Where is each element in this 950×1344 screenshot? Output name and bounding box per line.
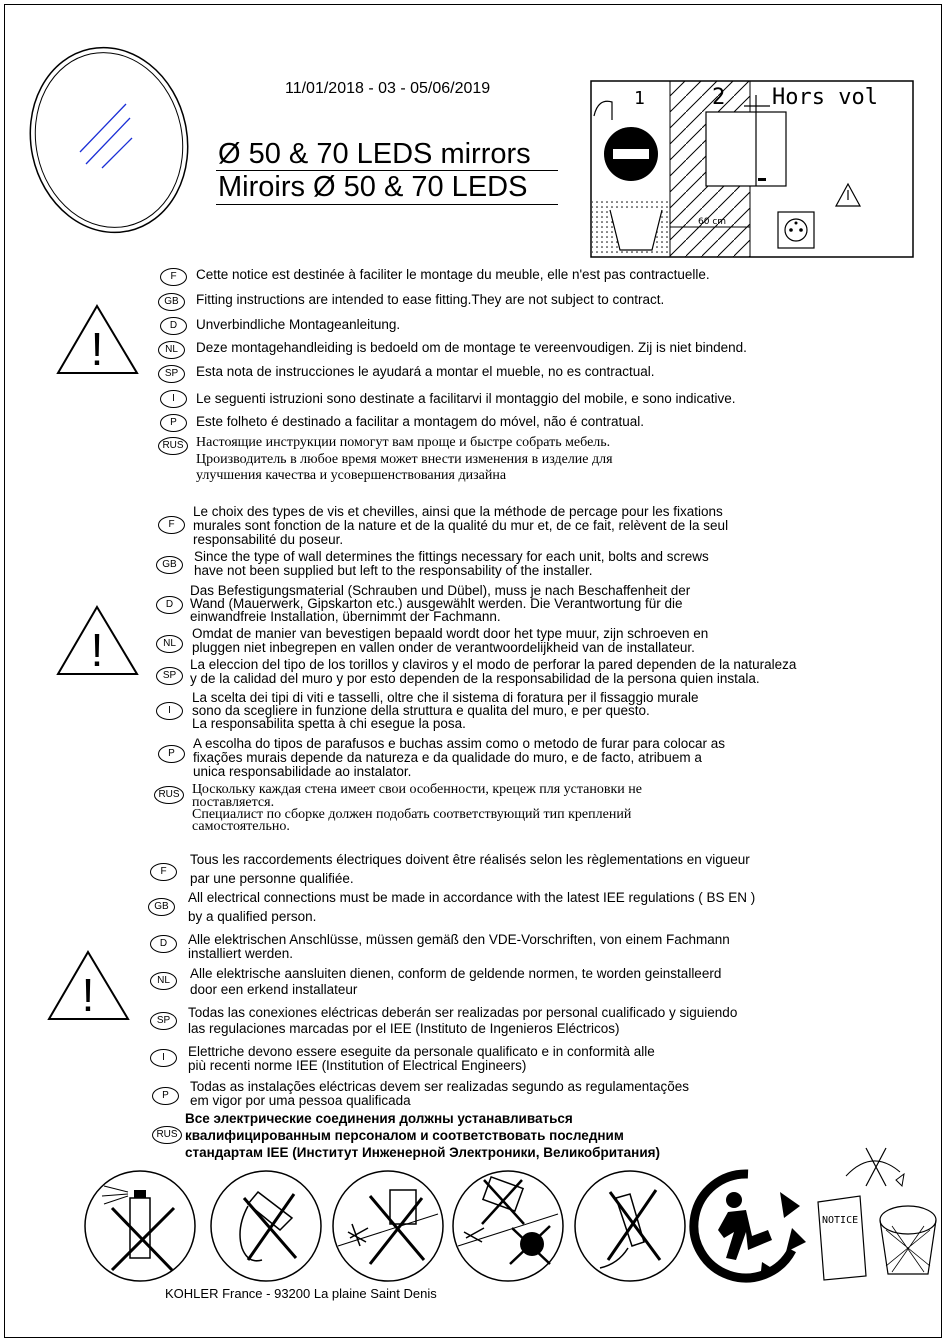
s2-text-rus-4: самостоятельно. — [192, 819, 290, 834]
s3-text-p-2: em vigor por uma pessoa qualificada — [190, 1093, 411, 1108]
s1-text-p: Este folheto é destinado a facilitar a montagem do móvel, não é contratual. — [196, 414, 645, 429]
s1-text-rus-2: Цроизводитель в любое время может внести изменения в изделие для — [196, 452, 613, 467]
s3-text-i-2: più recenti norme IEE (Institution of Electrical Engineers) — [188, 1058, 527, 1073]
language-badge-nl: NL — [158, 341, 185, 359]
s2-text-f-1: Le choix des types de vis et chevilles, ainsi que la méthode de percage pour les fixations — [193, 504, 723, 519]
s1-text-f: Cette notice est destinée à faciliter le montage du meuble, elle n'est pas contractuelle. — [196, 267, 710, 282]
language-badge-rus: RUS — [152, 1126, 182, 1144]
language-badge-sp: SP — [158, 365, 185, 383]
language-badge-i: I — [160, 390, 187, 408]
s2-text-nl-1: Omdat de manier van bevestigen bepaald wordt door het type muur, zijn schroeven en — [192, 626, 709, 641]
s1-text-gb: Fitting instructions are intended to ease fitting.They are not subject to contract. — [196, 292, 665, 307]
s2-text-rus-3: Специалист по сборке должен подобать соответствующий тип креплений — [192, 807, 632, 822]
s3-text-rus-2: квалифицированным персоналом и соответствовать последним — [185, 1128, 624, 1143]
svg-text:!: ! — [81, 969, 95, 1021]
s1-text-rus-3: улучшения качества и усовершенствования дизайна — [196, 468, 507, 483]
s3-text-gb-2: by a qualified person. — [188, 909, 317, 924]
s2-text-d-2: Wand (Mauerwerk, Gipskarton etc.) ausgewählt werden. Die Verantwortung für die — [190, 596, 683, 611]
s1-text-nl: Deze montagehandleiding is bedoeld om de montage te vereenvoudigen. Zij is niet bindend. — [196, 340, 747, 355]
company-footer: KOHLER France - 93200 La plaine Saint Denis — [165, 1286, 437, 1301]
language-badge-i: I — [150, 1049, 177, 1067]
language-badge-p: P — [152, 1087, 179, 1105]
language-badge-d: D — [160, 317, 187, 335]
s2-text-p-3: unica responsabilidade ao instalator. — [193, 764, 412, 779]
s2-text-gb-2: have not been supplied but left to the responsability of the installer. — [194, 563, 593, 578]
s3-text-sp-1: Todas las conexiones eléctricas deberán ser realizadas por personal cualificado y siguiendo — [188, 1005, 738, 1020]
s2-text-p-2: fixações murais depende da natureza e da qualidade do muro, e de facto, atribuem a — [193, 750, 702, 765]
s3-text-gb-1: All electrical connections must be made in accordance with the latest IEE regulations ( BS EN ) — [188, 890, 756, 905]
language-badge-gb: GB — [156, 556, 183, 574]
s2-text-f-2: murales sont fonction de la nature et de la qualité du mur et, de ce fait, relèvent de la seul — [193, 518, 729, 533]
s3-text-rus-3: стандартам IEE (Институт Инженерной Электроники, Великобритания) — [185, 1145, 660, 1160]
language-badge-nl: NL — [150, 972, 177, 990]
s3-text-rus-1: Все электрические соединения должны устанавливаться — [185, 1111, 573, 1126]
s2-text-rus-1: Цоскольку каждая стена имеет свои особенности, крецеж пля установки не — [192, 782, 642, 797]
s3-text-nl-1: Alle elektrische aansluiten dienen, conform de geldende normen, te worden geinstalleerd — [190, 966, 722, 981]
warning-icon — [55, 303, 140, 375]
s3-text-d-2: installiert werden. — [188, 946, 294, 961]
language-badge-p: P — [160, 414, 187, 432]
language-badge-sp: SP — [156, 667, 183, 685]
no-spray-icon — [82, 1168, 198, 1284]
no-tools-icon — [572, 1168, 688, 1284]
language-badge-f: F — [160, 268, 187, 286]
warning-icon — [55, 604, 140, 676]
s2-text-i-1: La scelta dei tipi di viti e tasselli, oltre che il sistema di foratura per il fissaggio murale — [192, 690, 699, 705]
no-scouring-icon — [450, 1168, 566, 1284]
s1-text-sp: Esta nota de instrucciones le ayudará a montar el mueble, no es contractual. — [196, 364, 655, 379]
s3-text-i-1: Elettriche devono essere eseguite da personale qualificato e in conformità alle — [188, 1044, 655, 1059]
language-badge-rus: RUS — [154, 786, 184, 804]
svg-text:!: ! — [90, 323, 104, 375]
language-badge-d: D — [150, 935, 177, 953]
zone-1-label: 1 — [634, 88, 645, 109]
distance-label: 60 cm — [698, 217, 727, 227]
svg-text:!: ! — [90, 624, 104, 676]
s1-text-i: Le seguenti istruzioni sono destinate a facilitarvi il montaggio del mobile, e sono indicative. — [196, 391, 736, 406]
zone-out-label: Hors vol — [772, 85, 878, 110]
s3-text-sp-2: las regulaciones marcadas por el IEE (Instituto de Ingenieros Eléctricos) — [188, 1021, 620, 1036]
s1-text-rus-1: Настоящие инструкции помогут вам проще и быстре собрать мебель. — [196, 435, 611, 450]
s2-text-f-3: responsabilité du poseur. — [193, 532, 344, 547]
language-badge-sp: SP — [150, 1012, 177, 1030]
title-underline — [216, 204, 558, 205]
language-badge-p: P — [158, 745, 185, 763]
no-liquid-icon — [208, 1168, 324, 1284]
s3-text-nl-2: door een erkend installateur — [190, 982, 358, 997]
s2-text-i-2: sono da scegliere in funzione della struttura e qualita del muro, e per questo. — [192, 703, 650, 718]
s2-text-d-3: einwandfreie Installation, übernimmt der Fachmann. — [190, 609, 501, 624]
revision-date: 11/01/2018 - 03 - 05/06/2019 — [285, 80, 491, 97]
s3-text-f-2: par une personne qualifiée. — [190, 871, 354, 886]
language-badge-gb: GB — [158, 293, 185, 311]
s2-text-rus-2: поставляется. — [192, 795, 275, 810]
s3-text-f-1: Tous les raccordements électriques doivent être réalisés selon les règlementations en vigueur — [190, 852, 750, 867]
s2-text-sp-1: La eleccion del tipo de los torillos y claviros y el modo de perforar la pared dependen de la naturaleza — [190, 657, 797, 672]
notice-label: NOTICE — [822, 1215, 859, 1226]
no-abrasive-icon — [330, 1168, 446, 1284]
language-badge-rus: RUS — [158, 437, 188, 455]
language-badge-nl: NL — [156, 635, 183, 653]
s3-text-d-1: Alle elektrischen Anschlüsse, müssen gemäß den VDE-Vorschriften, von einem Fachmann — [188, 932, 730, 947]
language-badge-gb: GB — [148, 898, 175, 916]
language-badge-i: I — [156, 702, 183, 720]
notice-to-bin-icon — [816, 1140, 941, 1282]
recycling-triman-icon — [688, 1166, 808, 1286]
s3-text-p-1: Todas as instalações eléctricas devem ser realizadas segundo as regulamentações — [190, 1079, 690, 1094]
language-badge-f: F — [150, 863, 177, 881]
bathroom-zones-diagram — [590, 80, 915, 260]
language-badge-f: F — [158, 516, 185, 534]
warning-icon — [46, 949, 131, 1021]
title-english: Ø 50 & 70 LEDS mirrors — [218, 138, 531, 170]
round-mirror-illustration — [28, 42, 193, 237]
s2-text-i-3: La responsabilita spetta à chi esegue la posa. — [192, 716, 466, 731]
language-badge-d: D — [156, 596, 183, 614]
s2-text-p-1: A escolha do tipos de parafusos e buchas assim como o metodo de furar para colocar as — [193, 736, 726, 751]
s2-text-nl-2: pluggen niet inbegrepen en vallen onder de verantwoordelijkheid van de installateur. — [192, 640, 695, 655]
s1-text-d: Unverbindliche Montageanleitung. — [196, 317, 401, 332]
s2-text-sp-2: y de la calidad del muro y por esto dependen de la responsabilidad de la persona quien instala. — [190, 671, 760, 686]
s2-text-gb-1: Since the type of wall determines the fittings necessary for each unit, bolts and screws — [194, 549, 709, 564]
s2-text-d-1: Das Befestigungsmaterial (Schrauben und Dübel), muss je nach Beschaffenheit der — [190, 583, 691, 598]
zone-2-label: 2 — [712, 85, 726, 110]
title-french: Miroirs Ø 50 & 70 LEDS — [218, 171, 528, 203]
